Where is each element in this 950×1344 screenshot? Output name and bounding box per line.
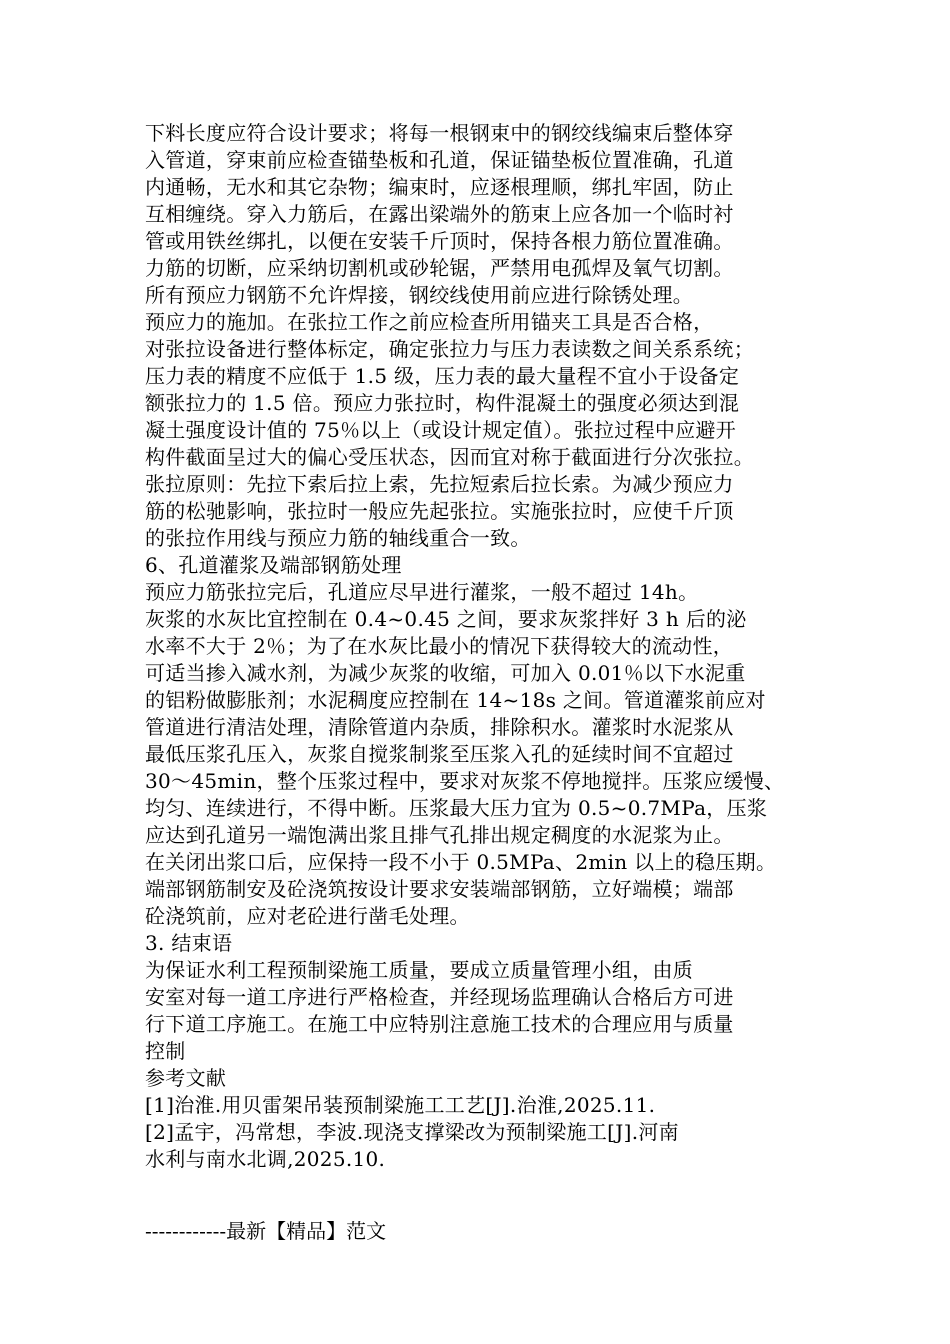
- body-text-line: 管或用铁丝绑扎，以便在安装千斤顶时，保持各根力筋位置准确。: [145, 229, 734, 253]
- references-heading: 参考文献: [145, 1066, 227, 1090]
- body-text-line: 对张拉设备进行整体标定，确定张拉力与压力表读数之间关系系统；: [145, 337, 754, 361]
- section-heading: 6、孔道灌浆及端部钢筋处理: [145, 553, 402, 577]
- body-text-line: 管道进行清洁处理，清除管道内杂质，排除积水。灌浆时水泥浆从: [145, 715, 734, 739]
- reference-item: [1]治淮.用贝雷架吊装预制梁施工工艺[J].治淮,2025.11.: [145, 1093, 656, 1117]
- body-text-line: 筋的松驰影响，张拉时一般应先起张拉。实施张拉时，应使千斤顶: [145, 499, 734, 523]
- body-text-line: 为保证水利工程预制梁施工质量，要成立质量管理小组，由质: [145, 958, 694, 982]
- body-text-line: 端部钢筋制安及砼浇筑按设计要求安装端部钢筋，立好端模；端部: [145, 877, 734, 901]
- section-heading: 3. 结束语: [145, 931, 233, 955]
- body-text-line: 所有预应力钢筋不允许焊接，钢绞线使用前应进行除锈处理。: [145, 283, 694, 307]
- body-text-line: 行下道工序施工。在施工中应特别注意施工技术的合理应用与质量: [145, 1012, 734, 1036]
- body-text-line: 凝土强度设计值的 75％以上（或设计规定值）。张拉过程中应避开: [145, 418, 737, 442]
- body-text-line: 控制: [145, 1039, 186, 1063]
- body-text-line: 可适当掺入减水剂，为减少灰浆的收缩，可加入 0.01％以下水泥重: [145, 661, 746, 685]
- body-text-line: 应达到孔道另一端饱满出浆且排气孔排出规定稠度的水泥浆为止。: [145, 823, 734, 847]
- reference-item: [2]孟宇，冯常想，李波.现浇支撑梁改为预制梁施工[J].河南: [145, 1120, 679, 1144]
- body-text-line: 预应力的施加。在张拉工作之前应检查所用锚夹工具是否合格，: [145, 310, 714, 334]
- body-text-line: 内通畅，无水和其它杂物；编束时，应逐根理顺，绑扎牢固，防止: [145, 175, 734, 199]
- body-text-line: 灰浆的水灰比宜控制在 0.4~0.45 之间，要求灰浆拌好 3 h 后的泌: [145, 607, 747, 631]
- body-text-line: 30～45min，整个压浆过程中，要求对灰浆不停地搅拌。压浆应缓慢、: [145, 769, 785, 793]
- body-text-line: 的张拉作用线与预应力筋的轴线重合一致。: [145, 526, 531, 550]
- body-text-line: 砼浇筑前，应对老砼进行凿毛处理。: [145, 904, 470, 928]
- body-text-line: 水率不大于 2％；为了在水灰比最小的情况下获得较大的流动性，: [145, 634, 734, 658]
- body-text-line: 压力表的精度不应低于 1.5 级，压力表的最大量程不宜小于设备定: [145, 364, 740, 388]
- body-text-line: 构件截面呈过大的偏心受压状态，因而宜对称于截面进行分次张拉。: [145, 445, 754, 469]
- body-text-line: 下料长度应符合设计要求；将每一根钢束中的钢绞线编束后整体穿: [145, 121, 734, 145]
- page-footer: ------------最新【精品】范文: [145, 1219, 387, 1243]
- body-text-line: 最低压浆孔压入，灰浆自搅浆制浆至压浆入孔的延续时间不宜超过: [145, 742, 734, 766]
- body-text-line: 在关闭出浆口后，应保持一段不小于 0.5MPa、2min 以上的稳压期。: [145, 850, 777, 874]
- body-text-line: 力筋的切断，应采纳切割机或砂轮锯，严禁用电孤焊及氧气切割。: [145, 256, 734, 280]
- body-text-line: 互相缠绕。穿入力筋后，在露出梁端外的筋束上应各加一个临时衬: [145, 202, 734, 226]
- reference-item: 水利与南水北调,2025.10.: [145, 1147, 386, 1171]
- body-text-line: 均匀、连续进行，不得中断。压浆最大压力宜为 0.5~0.7MPa，压浆: [145, 796, 768, 820]
- body-text-line: 入管道，穿束前应检查锚垫板和孔道，保证锚垫板位置准确，孔道: [145, 148, 734, 172]
- body-text-line: 张拉原则：先拉下索后拉上索，先拉短索后拉长索。为减少预应力: [145, 472, 734, 496]
- body-text-line: 额张拉力的 1.5 倍。预应力张拉时，构件混凝土的强度必须达到混: [145, 391, 740, 415]
- body-text-line: 的铝粉做膨胀剂；水泥稠度应控制在 14~18s 之间。管道灌浆前应对: [145, 688, 766, 712]
- body-text-line: 安室对每一道工序进行严格检查，并经现场监理确认合格后方可进: [145, 985, 734, 1009]
- body-text-line: 预应力筋张拉完后，孔道应尽早进行灌浆，一般不超过 14h。: [145, 580, 699, 604]
